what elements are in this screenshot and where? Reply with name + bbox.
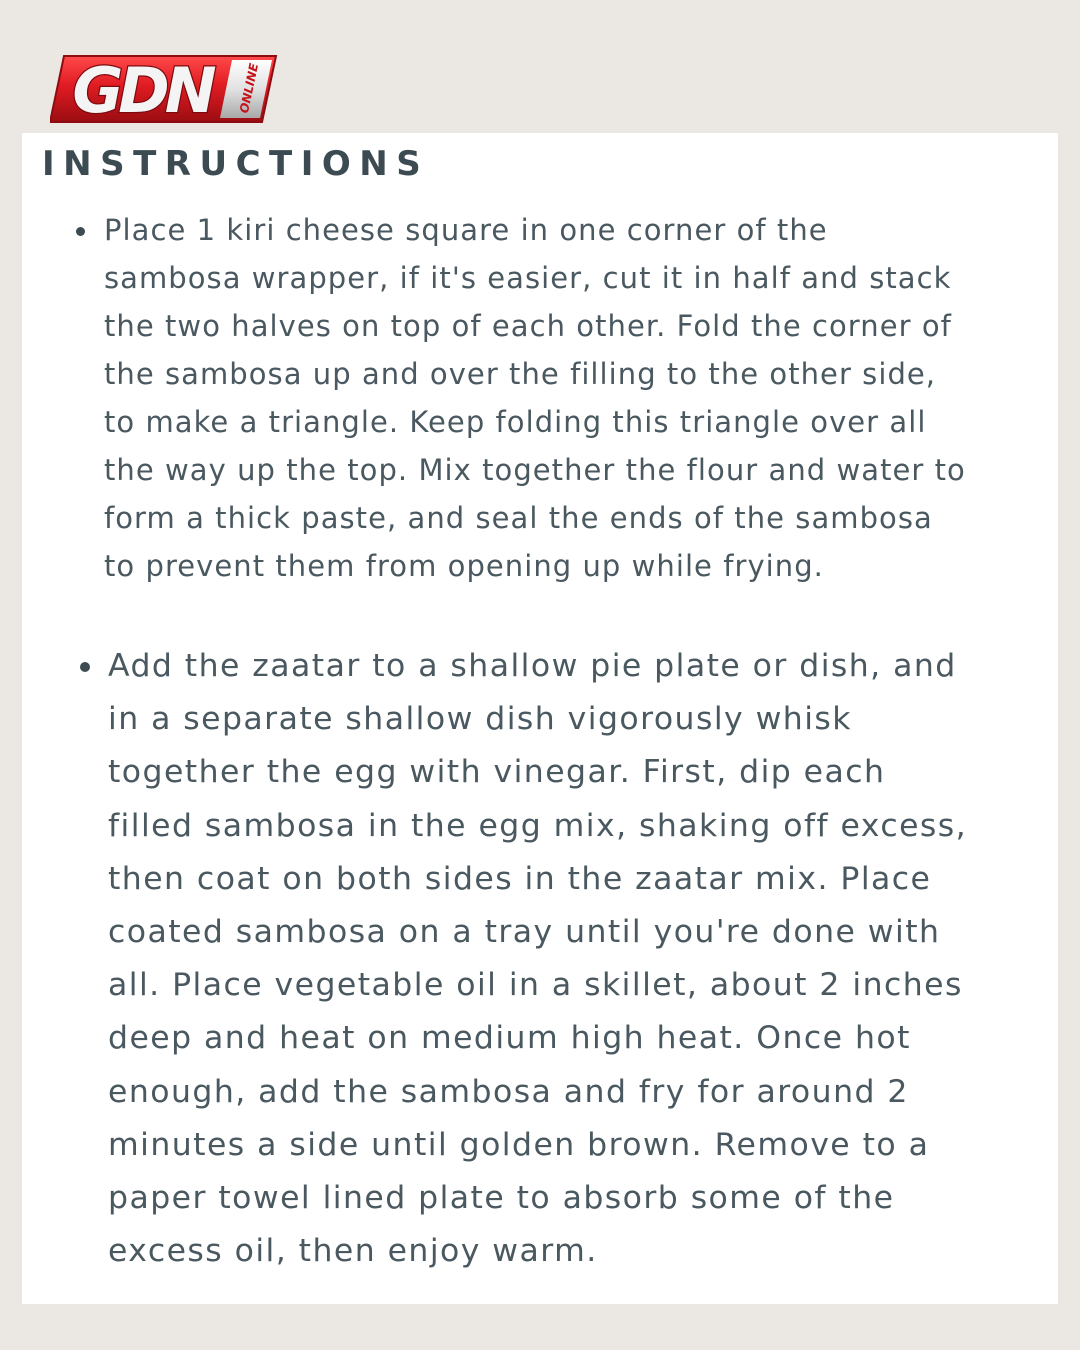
- section-heading: INSTRUCTIONS: [42, 144, 430, 184]
- logo-wordmark: GDN: [72, 54, 212, 126]
- step-line: the two halves on top of each other. Fold the corner of: [104, 309, 952, 343]
- step-line: paper towel lined plate to absorb some of the: [108, 1180, 895, 1217]
- instruction-step-1: [104, 206, 1054, 590]
- step-line: sambosa wrapper, if it's easier, cut it in half and stack: [104, 261, 952, 295]
- step-line: deep and heat on medium high heat. Once hot: [108, 1020, 911, 1057]
- step-line: excess oil, then enjoy warm.: [108, 1233, 598, 1270]
- step-line: the way up the top. Mix together the flour and water to: [104, 453, 966, 487]
- step-line: to make a triangle. Keep folding this triangle over all: [104, 405, 927, 439]
- step-line: form a thick paste, and seal the ends of the sambosa: [104, 501, 933, 535]
- logo-subtext: ONLINE: [236, 61, 262, 115]
- step-line: all. Place vegetable oil in a skillet, about 2 inches: [108, 967, 963, 1004]
- instruction-step-2: [108, 640, 1058, 1278]
- step-line: coated sambosa on a tray until you're done with: [108, 914, 941, 951]
- step-line: the sambosa up and over the filling to the other side,: [104, 357, 937, 391]
- step-line: minutes a side until golden brown. Remove to a: [108, 1126, 930, 1163]
- step-line: in a separate shallow dish vigorously whisk: [108, 701, 852, 738]
- step-line: Place 1 kiri cheese square in one corner of the: [104, 213, 828, 247]
- bullet-icon: [80, 662, 90, 672]
- step-line: together the egg with vinegar. First, dip each: [108, 754, 886, 791]
- step-line: to prevent them from opening up while frying.: [104, 549, 824, 583]
- gdn-online-logo: [50, 52, 278, 126]
- step-line: filled sambosa in the egg mix, shaking off excess,: [108, 807, 968, 844]
- step-line: enough, add the sambosa and fry for around 2: [108, 1073, 909, 1110]
- step-line: then coat on both sides in the zaatar mix. Place: [108, 860, 932, 897]
- step-line: Add the zaatar to a shallow pie plate or dish, and: [108, 648, 957, 684]
- bullet-icon: [76, 227, 85, 236]
